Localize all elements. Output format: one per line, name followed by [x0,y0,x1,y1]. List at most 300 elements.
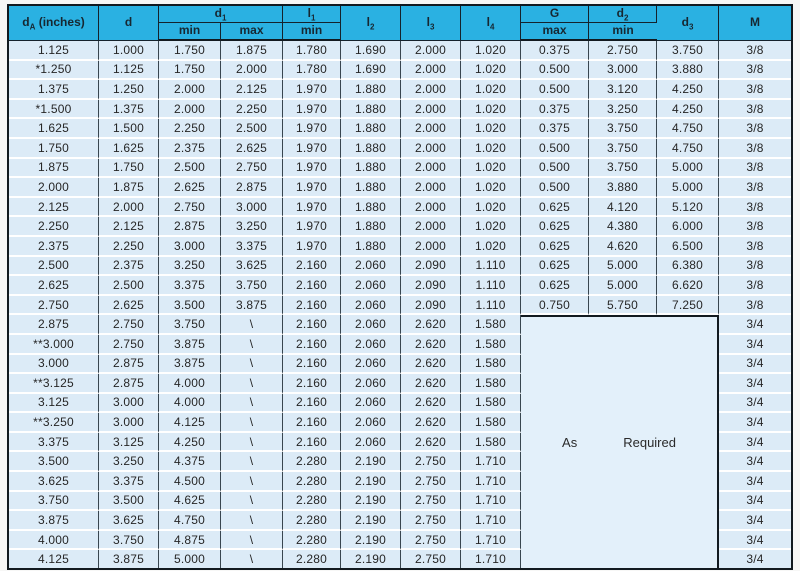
cell-d: 2.875 [99,355,159,375]
cell-l4: 1.110 [461,296,521,316]
cell-d3: 7.250 [657,296,719,316]
cell-M: 3/8 [719,237,791,257]
cell-l2: 2.060 [341,433,401,453]
header-cell-g: G [521,6,589,23]
cell-l4: 1.110 [461,276,521,296]
cell-d1min: 2.875 [159,217,221,237]
cell-l1min: 1.970 [283,159,341,179]
cell-l1min: 2.280 [283,511,341,531]
cell-l2: 1.880 [341,159,401,179]
cell-l4: 1.020 [461,119,521,139]
cell-dA: 2.000 [9,178,99,198]
cell-l1min: 1.970 [283,237,341,257]
cell-l2: 1.880 [341,178,401,198]
cell-d1max: \ [221,374,283,394]
cell-l2: 2.060 [341,257,401,277]
cell-d1max: \ [221,452,283,472]
cell-Gmax: 0.375 [521,41,589,61]
table-row [9,296,791,316]
cell-l4: 1.580 [461,315,521,335]
cell-dA: 2.750 [9,296,99,316]
cell-d: 1.500 [99,119,159,139]
table-row [9,178,791,198]
cell-d1min: 3.000 [159,237,221,257]
cell-l3: 2.750 [401,511,461,531]
cell-dA: 3.625 [9,472,99,492]
cell-d1min: 1.750 [159,41,221,61]
table-row [9,159,791,179]
cell-Gmax: 0.500 [521,139,589,159]
as-required-word: As [562,435,578,451]
cell-M: 3/8 [719,198,791,218]
cell-M: 3/8 [719,100,791,120]
cell-dA: **3.125 [9,374,99,394]
cell-l1min: 2.160 [283,433,341,453]
cell-l2: 2.060 [341,296,401,316]
cell-Gmax: 0.375 [521,119,589,139]
cell-l1min: 2.160 [283,257,341,277]
header-cell-d2: $d_2$ [589,6,657,23]
cell-M: 3/8 [719,139,791,159]
cell-d1min: 3.750 [159,315,221,335]
cell-Gmax: 0.750 [521,296,589,316]
cell-dA: 2.250 [9,217,99,237]
cell-l2: 2.190 [341,531,401,551]
cell-l4: 1.580 [461,355,521,375]
cell-d: 1.750 [99,159,159,179]
cell-l2: 2.060 [341,394,401,414]
cell-l3: 2.620 [401,315,461,335]
header-subcell-min: min [589,23,657,41]
table-row [9,276,791,296]
cell-l4: 1.580 [461,413,521,433]
cell-M: 3/4 [719,492,791,512]
cell-M: 3/8 [719,217,791,237]
cell-d: 1.125 [99,61,159,81]
cell-l2: 1.880 [341,237,401,257]
cell-M: 3/8 [719,61,791,81]
as-required-word: Required [623,435,676,451]
cell-d1max: \ [221,355,283,375]
cell-l4: 1.710 [461,472,521,492]
header-cell-l2: $l_2$ [341,6,401,41]
header-cell-da-inches: $d_A$ (inches) [9,6,99,41]
cell-M: 3/4 [719,472,791,492]
cell-d2min: 3.000 [589,61,657,81]
cell-d1max: \ [221,433,283,453]
cell-M: 3/4 [719,315,791,335]
cell-d: 1.000 [99,41,159,61]
cell-d1max: 3.750 [221,276,283,296]
cell-l4: 1.020 [461,41,521,61]
cell-d1min: 5.000 [159,550,221,568]
cell-Gmax: 0.375 [521,100,589,120]
table-row [9,139,791,159]
cell-d1min: 4.750 [159,511,221,531]
cell-l2: 1.880 [341,139,401,159]
cell-d2min: 4.120 [589,198,657,218]
cell-d1max: 2.125 [221,80,283,100]
cell-l4: 1.020 [461,198,521,218]
cell-l3: 2.000 [401,159,461,179]
cell-d1max: 2.500 [221,119,283,139]
cell-M: 3/4 [719,335,791,355]
cell-d2min: 3.750 [589,119,657,139]
cell-l3: 2.750 [401,452,461,472]
cell-dA: *1.250 [9,61,99,81]
cell-dA: 2.625 [9,276,99,296]
cell-d3: 6.500 [657,237,719,257]
cell-d1min: 2.500 [159,159,221,179]
cell-d1max: 2.000 [221,61,283,81]
cell-l1min: 2.280 [283,492,341,512]
cell-d1min: 4.125 [159,413,221,433]
cell-M: 3/4 [719,413,791,433]
cell-d1min: 4.250 [159,433,221,453]
table-row [9,80,791,100]
cell-dA: 3.000 [9,355,99,375]
cell-l2: 1.880 [341,80,401,100]
cell-l2: 1.880 [341,100,401,120]
cell-l1min: 1.970 [283,198,341,218]
table-row [9,198,791,218]
cell-dA: 4.000 [9,531,99,551]
header-cell-l3: $l_3$ [401,6,461,41]
cell-l1min: 2.160 [283,276,341,296]
cell-l2: 2.060 [341,335,401,355]
cell-d2min: 4.380 [589,217,657,237]
cell-l1min: 1.970 [283,139,341,159]
cell-l3: 2.620 [401,374,461,394]
cell-d1min: 2.625 [159,178,221,198]
cell-d3: 5.000 [657,178,719,198]
cell-d3: 4.750 [657,139,719,159]
cell-l3: 2.000 [401,61,461,81]
cell-l4: 1.710 [461,531,521,551]
table-row [9,119,791,139]
cell-M: 3/8 [719,257,791,277]
cell-d3: 4.250 [657,80,719,100]
cell-Gmax: 0.625 [521,276,589,296]
cell-M: 3/8 [719,41,791,61]
cell-l3: 2.750 [401,531,461,551]
dimension-table [7,4,793,570]
cell-l3: 2.750 [401,550,461,568]
cell-l1min: 2.160 [283,335,341,355]
header-subcell-max: max [221,23,283,41]
cell-d1max: 3.875 [221,296,283,316]
header-subcell-min: min [159,23,221,41]
header-cell-l1: $l_1$ [283,6,341,23]
cell-l2: 2.060 [341,315,401,335]
cell-l4: 1.020 [461,178,521,198]
cell-l4: 1.710 [461,452,521,472]
cell-l1min: 1.970 [283,100,341,120]
cell-d2min: 5.000 [589,276,657,296]
cell-M: 3/4 [719,511,791,531]
cell-l2: 2.060 [341,355,401,375]
cell-M: 3/8 [719,159,791,179]
cell-d2min: 3.750 [589,139,657,159]
cell-d: 3.750 [99,531,159,551]
cell-l4: 1.580 [461,335,521,355]
cell-d1max: 3.250 [221,217,283,237]
cell-dA: 1.375 [9,80,99,100]
cell-dA: 3.375 [9,433,99,453]
cell-d1min: 1.750 [159,61,221,81]
cell-d1min: 4.875 [159,531,221,551]
cell-d1min: 3.875 [159,355,221,375]
cell-Gmax: 0.625 [521,237,589,257]
cell-Gmax: 0.500 [521,61,589,81]
cell-d: 3.000 [99,413,159,433]
cell-d1min: 2.000 [159,100,221,120]
cell-l4: 1.020 [461,217,521,237]
cell-l1min: 2.280 [283,531,341,551]
cell-dA: 4.125 [9,550,99,568]
cell-l4: 1.020 [461,100,521,120]
cell-d: 3.625 [99,511,159,531]
cell-l1min: 2.160 [283,394,341,414]
cell-l1min: 1.970 [283,217,341,237]
cell-d1max: \ [221,511,283,531]
cell-d: 3.125 [99,433,159,453]
cell-l2: 2.190 [341,452,401,472]
cell-d3: 5.120 [657,198,719,218]
cell-d: 2.625 [99,296,159,316]
cell-l3: 2.620 [401,355,461,375]
cell-d1max: \ [221,413,283,433]
cell-dA: 2.375 [9,237,99,257]
cell-l4: 1.020 [461,139,521,159]
cell-M: 3/8 [719,276,791,296]
cell-l4: 1.020 [461,61,521,81]
cell-dA: 1.750 [9,139,99,159]
cell-d: 2.125 [99,217,159,237]
cell-l1min: 1.780 [283,61,341,81]
cell-l3: 2.000 [401,237,461,257]
cell-M: 3/4 [719,531,791,551]
header-cell-l4: $l_4$ [461,6,521,41]
cell-l1min: 2.280 [283,452,341,472]
table-row [9,41,791,61]
cell-l4: 1.580 [461,374,521,394]
cell-d2min: 3.880 [589,178,657,198]
cell-l3: 2.090 [401,276,461,296]
cell-l4: 1.580 [461,394,521,414]
cell-d1max: \ [221,335,283,355]
cell-d: 1.250 [99,80,159,100]
cell-l2: 2.190 [341,472,401,492]
cell-M: 3/8 [719,80,791,100]
cell-d: 1.625 [99,139,159,159]
header-subcell-max: max [521,23,589,41]
cell-l3: 2.620 [401,413,461,433]
cell-dA: 1.625 [9,119,99,139]
cell-M: 3/4 [719,394,791,414]
cell-Gmax: 0.625 [521,257,589,277]
cell-l3: 2.000 [401,41,461,61]
cell-d1min: 3.500 [159,296,221,316]
cell-Gmax: 0.500 [521,178,589,198]
cell-d: 2.250 [99,237,159,257]
cell-l1min: 1.970 [283,80,341,100]
cell-d1min: 4.500 [159,472,221,492]
cell-l4: 1.710 [461,550,521,568]
header-cell-d1: $d_1$ [159,6,283,23]
cell-d1max: \ [221,531,283,551]
table-body [9,41,791,568]
cell-dA: 1.875 [9,159,99,179]
cell-d1min: 4.625 [159,492,221,512]
table-row [9,237,791,257]
cell-d1max: \ [221,394,283,414]
cell-M: 3/4 [719,355,791,375]
cell-dA: **3.000 [9,335,99,355]
cell-d1max: 2.750 [221,159,283,179]
cell-l2: 2.190 [341,511,401,531]
cell-d2min: 3.750 [589,159,657,179]
cell-l4: 1.110 [461,257,521,277]
cell-d: 2.875 [99,374,159,394]
cell-l2: 1.690 [341,61,401,81]
cell-Gmax: 0.625 [521,217,589,237]
cell-l3: 2.620 [401,433,461,453]
cell-dA: 3.500 [9,452,99,472]
as-required-merged-cell [521,315,719,568]
cell-M: 3/4 [719,452,791,472]
cell-l2: 1.880 [341,217,401,237]
cell-l1min: 2.280 [283,550,341,568]
cell-d3: 3.880 [657,61,719,81]
cell-l3: 2.000 [401,139,461,159]
cell-l2: 1.880 [341,119,401,139]
cell-Gmax: 0.625 [521,198,589,218]
cell-d: 3.000 [99,394,159,414]
cell-dA: 2.125 [9,198,99,218]
cell-d1max: 2.625 [221,139,283,159]
cell-d1min: 2.750 [159,198,221,218]
cell-d: 2.750 [99,335,159,355]
cell-d1min: 2.000 [159,80,221,100]
cell-l1min: 2.160 [283,374,341,394]
cell-dA: 2.875 [9,315,99,335]
cell-d1max: 2.250 [221,100,283,120]
cell-l1min: 1.970 [283,119,341,139]
cell-d1min: 4.000 [159,394,221,414]
cell-d3: 4.250 [657,100,719,120]
cell-d1max: 2.875 [221,178,283,198]
cell-d3: 4.750 [657,119,719,139]
cell-d1max: \ [221,550,283,568]
table-row [9,257,791,277]
cell-d2min: 5.000 [589,257,657,277]
cell-l3: 2.000 [401,119,461,139]
cell-dA: 1.125 [9,41,99,61]
cell-M: 3/8 [719,119,791,139]
dimension-table-wrapper [7,4,793,570]
cell-M: 3/4 [719,433,791,453]
cell-d2min: 4.620 [589,237,657,257]
cell-l2: 2.060 [341,413,401,433]
cell-l4: 1.710 [461,511,521,531]
cell-dA: *1.500 [9,100,99,120]
cell-d: 2.500 [99,276,159,296]
header-subcell-min: min [283,23,341,41]
cell-l1min: 1.970 [283,178,341,198]
cell-d3: 6.620 [657,276,719,296]
header-cell-d3: $d_3$ [657,6,719,41]
table-row [9,100,791,120]
cell-l2: 2.060 [341,276,401,296]
cell-d: 2.375 [99,257,159,277]
cell-l3: 2.000 [401,178,461,198]
cell-l2: 1.690 [341,41,401,61]
cell-d3: 6.000 [657,217,719,237]
cell-d: 3.875 [99,550,159,568]
cell-d1min: 3.875 [159,335,221,355]
cell-l3: 2.090 [401,296,461,316]
cell-l2: 2.190 [341,550,401,568]
cell-l3: 2.750 [401,472,461,492]
cell-l3: 2.620 [401,394,461,414]
cell-l1min: 2.160 [283,355,341,375]
header-cell-m: M [719,6,791,41]
cell-dA: **3.250 [9,413,99,433]
cell-d: 2.000 [99,198,159,218]
cell-l3: 2.000 [401,217,461,237]
cell-d1min: 3.375 [159,276,221,296]
cell-l2: 2.190 [341,492,401,512]
cell-l3: 2.000 [401,80,461,100]
cell-l4: 1.710 [461,492,521,512]
cell-l3: 2.750 [401,492,461,512]
cell-dA: 3.750 [9,492,99,512]
table-row [9,315,791,335]
cell-d: 1.375 [99,100,159,120]
cell-Gmax: 0.500 [521,159,589,179]
cell-d1max: \ [221,315,283,335]
cell-M: 3/4 [719,374,791,394]
cell-d: 3.375 [99,472,159,492]
cell-dA: 3.125 [9,394,99,414]
cell-l3: 2.620 [401,335,461,355]
cell-d2min: 3.250 [589,100,657,120]
cell-d1max: \ [221,492,283,512]
cell-l2: 1.880 [341,198,401,218]
cell-d3: 6.380 [657,257,719,277]
cell-l4: 1.020 [461,237,521,257]
cell-l1min: 1.780 [283,41,341,61]
cell-d: 2.750 [99,315,159,335]
cell-M: 3/8 [719,178,791,198]
cell-d1min: 3.250 [159,257,221,277]
cell-l4: 1.580 [461,433,521,453]
cell-d1min: 4.000 [159,374,221,394]
cell-d1min: 2.375 [159,139,221,159]
cell-d1max: \ [221,472,283,492]
cell-d: 3.500 [99,492,159,512]
cell-l2: 2.060 [341,374,401,394]
cell-dA: 2.500 [9,257,99,277]
cell-d3: 5.000 [657,159,719,179]
cell-d1min: 2.250 [159,119,221,139]
cell-M: 3/4 [719,550,791,568]
table-row [9,61,791,81]
cell-d1max: 3.000 [221,198,283,218]
cell-l1min: 2.160 [283,413,341,433]
cell-l1min: 2.160 [283,296,341,316]
